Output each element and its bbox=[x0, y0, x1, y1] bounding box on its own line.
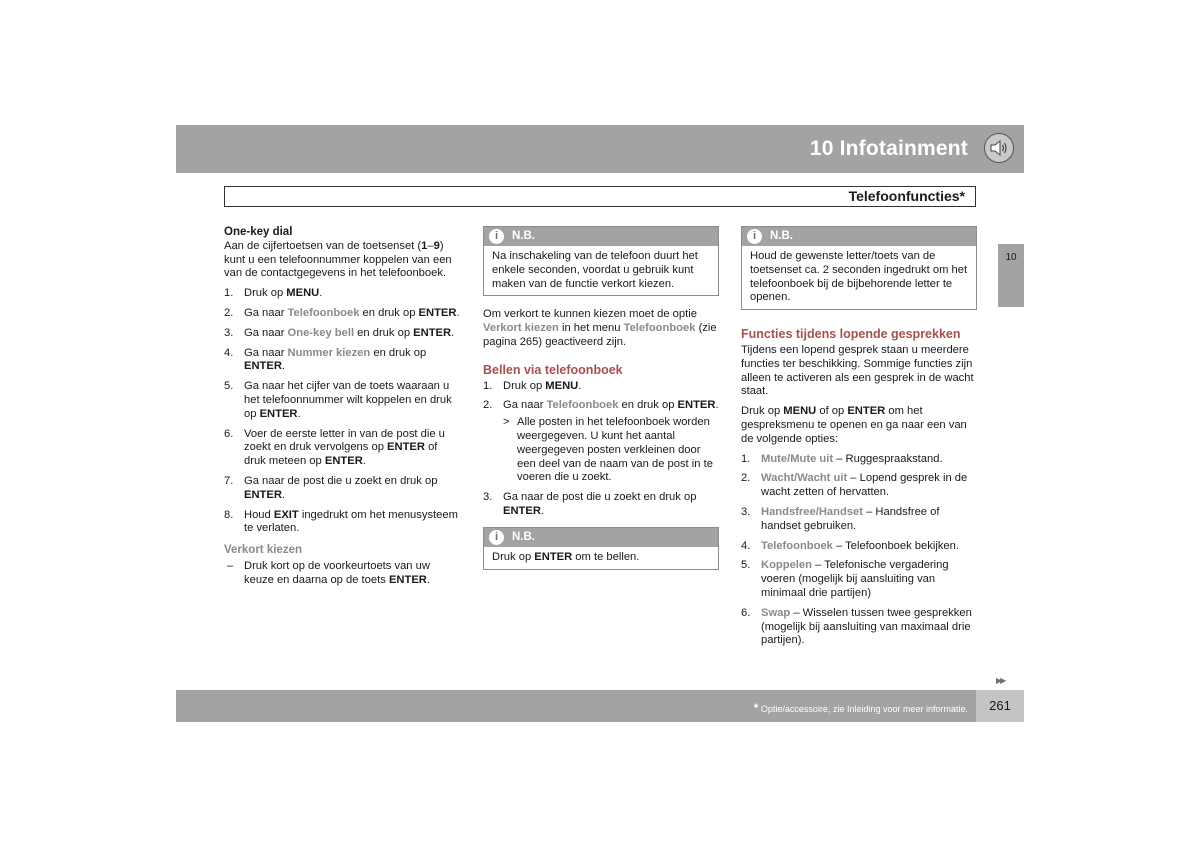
list-item: 1. Druk op MENU. bbox=[224, 287, 323, 300]
list-item: 8. Houd EXIT ingedrukt om het menusysteem te verlaten. bbox=[224, 508, 458, 535]
list-item: 3. Ga naar One-key bell en druk op ENTER. bbox=[224, 326, 455, 339]
side-tab-number: 10 bbox=[1005, 252, 1017, 263]
sub-step: > Alle posten in het telefoonboek worden weergegeven. U kunt het aantal weergegeven posten verkleinen door een deel van de naam van de post in te voeren die u zoekt. bbox=[503, 416, 713, 484]
footnote: * Optie/accessoire, zie Inleiding voor meer informatie. bbox=[753, 701, 968, 715]
one-key-dial-intro: Aan de cijfertoetsen van de toetsenset (1–9) kunt u een telefoonnummer koppelen van een van de contactgegevens in het telefoonboek. bbox=[224, 239, 452, 280]
note-box bbox=[741, 226, 977, 310]
list-item: 3. Ga naar de post die u zoekt en druk op ENTER. bbox=[483, 491, 697, 517]
verkort-kiezen-info: Om verkort te kunnen kiezen moet de optie Verkort kiezen in het menu Telefoonboek (zie pagina 265) geactiveerd zijn. bbox=[483, 308, 717, 348]
functies-intro: Tijdens een lopend gesprek staan u meerdere functies ter beschikking. Sommige functies zijn alleen te activeren als een gesprek in de wacht staat. bbox=[741, 343, 974, 398]
list-item: 1. Druk op MENU. bbox=[483, 379, 582, 392]
verkort-kiezen-heading: Verkort kiezen bbox=[224, 544, 302, 557]
list-item: 5. Koppelen – Telefonische vergadering voeren (mogelijk bij aansluiting van minimaal drie partijen) bbox=[741, 559, 949, 599]
note-label: N.B. bbox=[512, 530, 535, 543]
note-text: Houd de gewenste letter/toets van de toetsenset ca. 2 seconden ingedrukt om het telefoonboek bij de bijbehorende letter te openen. bbox=[750, 250, 968, 304]
list-item: 6. Swap – Wisselen tussen twee gesprekken (mogelijk bij aansluiting van maximaal drie partijen). bbox=[741, 606, 972, 647]
note-text: Druk op ENTER om te bellen. bbox=[492, 550, 640, 563]
note-header bbox=[742, 227, 976, 246]
one-key-dial-heading: One-key dial bbox=[224, 226, 293, 238]
list-item: 5. Ga naar het cijfer van de toets waaraan u het telefoonnummer wilt koppelen en druk op ENTER. bbox=[224, 380, 452, 420]
bellen-via-telefoonboek-heading: Bellen via telefoonboek bbox=[483, 362, 623, 377]
footer-bar bbox=[176, 690, 976, 722]
chapter-title: 10 Infotainment bbox=[809, 137, 968, 160]
note-text: Na inschakeling van de telefoon duurt het enkele seconden, voordat u gebruik kunt maken van de functie verkort kiezen. bbox=[492, 250, 698, 290]
list-item: 2. Ga naar Telefoonboek en druk op ENTER. > Alle posten in het telefoonboek worden weergegeven. U kunt het aantal weergegeven posten verkleinen door een deel van de naam van de post in te voeren die u zoekt. bbox=[483, 399, 719, 484]
list-item: 4. Ga naar Nummer kiezen en druk op ENTER. bbox=[224, 346, 427, 373]
note-header bbox=[484, 227, 718, 246]
section-title: Telefoonfuncties* bbox=[848, 188, 965, 204]
column-right bbox=[741, 226, 977, 654]
bellen-steps bbox=[483, 380, 719, 519]
chapter-side-tab bbox=[998, 244, 1024, 307]
functies-options bbox=[741, 453, 977, 649]
info-icon: i bbox=[489, 530, 504, 545]
list-item: 1. Mute/Mute uit – Ruggespraakstand. bbox=[741, 452, 943, 465]
info-icon: i bbox=[747, 229, 762, 244]
list-item: 6. Voer de eerste letter in van de post die u zoekt en druk vervolgens op ENTER of druk meteen op ENTER. bbox=[224, 427, 445, 468]
note-label: N.B. bbox=[770, 230, 793, 242]
note-box bbox=[483, 527, 719, 570]
functies-heading: Functies tijdens lopende gesprekken bbox=[741, 327, 961, 342]
list-item: 2. Wacht/Wacht uit – Lopend gesprek in de wacht zetten of hervatten. bbox=[741, 472, 968, 499]
speaker-icon bbox=[984, 133, 1014, 163]
list-item: 3. Handsfree/Handset – Handsfree of handset gebruiken. bbox=[741, 505, 940, 532]
column-left bbox=[224, 226, 460, 588]
note-header bbox=[484, 528, 718, 547]
list-item: 7. Ga naar de post die u zoekt en druk op ENTER. bbox=[224, 474, 438, 501]
section-title-box bbox=[224, 186, 976, 207]
list-item: 2. Ga naar Telefoonboek en druk op ENTER. bbox=[224, 306, 460, 319]
one-key-dial-steps bbox=[224, 287, 460, 536]
page-number: 261 bbox=[976, 690, 1024, 722]
functies-menu-info: Druk op MENU of op ENTER om het gespreksmenu te openen en ga naar een van de volgende opties: bbox=[741, 405, 967, 445]
continue-arrows-icon: ▶▶ bbox=[996, 676, 1005, 685]
verkort-kiezen-step: – Druk kort op de voorkeurtoets van uw keuze en daarna op de toets ENTER. bbox=[227, 559, 430, 586]
note-box bbox=[483, 226, 719, 296]
note-label: N.B. bbox=[512, 230, 535, 242]
list-item: 4. Telefoonboek – Telefoonboek bekijken. bbox=[741, 539, 959, 552]
chapter-header-bar bbox=[176, 125, 1024, 173]
column-middle bbox=[483, 226, 719, 582]
info-icon: i bbox=[489, 229, 504, 244]
